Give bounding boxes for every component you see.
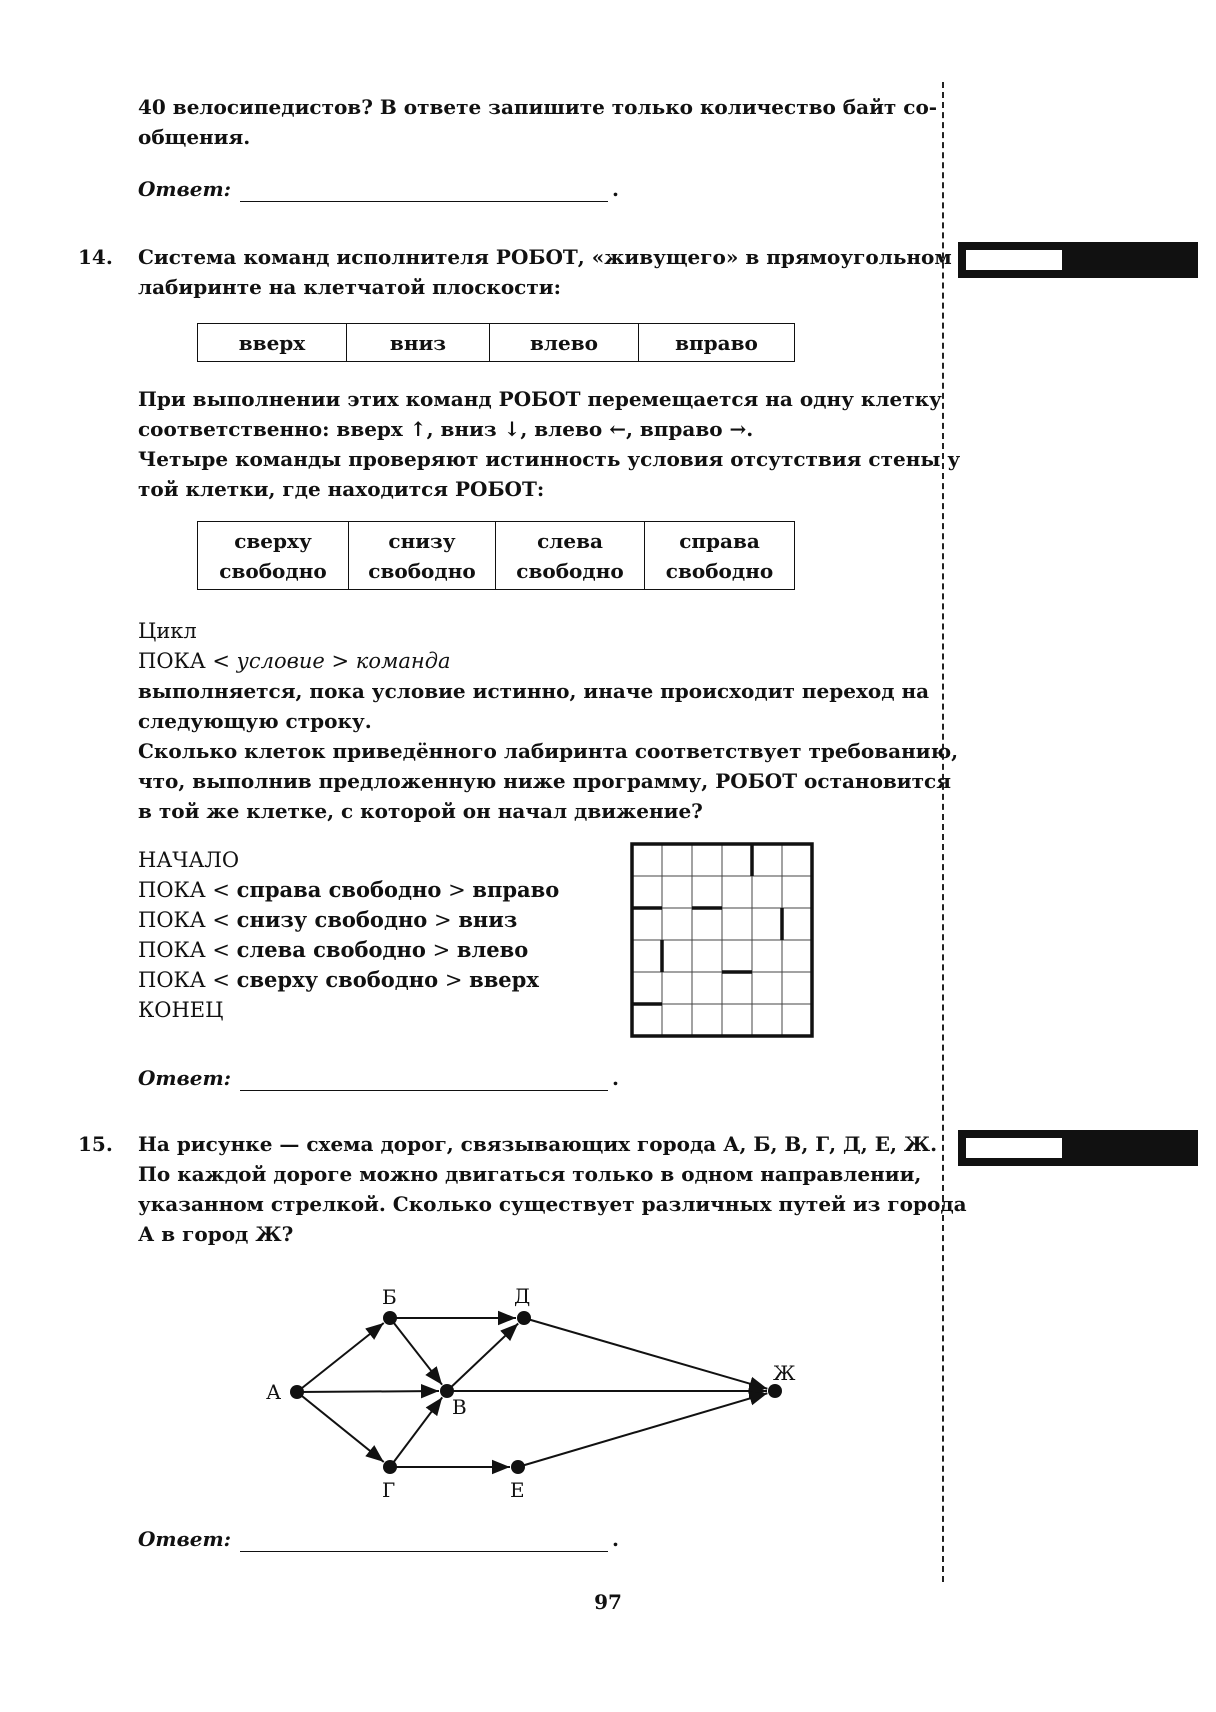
intro-line-1: 40 велосипедистов? В ответе запишите только количество байт со- <box>138 95 938 119</box>
program-line: ПОКА < слева свободно > влево <box>138 937 529 962</box>
road-edge <box>297 1323 384 1392</box>
condition-cell: сверху свободно <box>198 522 349 590</box>
task-15-text-1: На рисунке — схема дорог, связывающих города А, Б, В, Г, Д, Е, Ж. <box>138 1132 938 1156</box>
road-edge <box>297 1392 384 1462</box>
command-cell: вверх <box>198 324 347 362</box>
city-label: Б <box>382 1285 397 1309</box>
condition-cell: справа свободно <box>645 522 795 590</box>
task-14-text-5: Четыре команды проверяют истинность условия отсутствия стены у <box>138 447 961 471</box>
answer-end-15: . <box>612 1527 619 1551</box>
command-cell: вниз <box>347 324 490 362</box>
city-label: Г <box>382 1478 396 1502</box>
answer-label-15: Ответ: <box>138 1527 231 1551</box>
program-start: НАЧАЛО <box>138 848 240 872</box>
city-node <box>290 1385 304 1399</box>
cycle-word: Цикл <box>138 619 197 643</box>
program-end: КОНЕЦ <box>138 998 224 1022</box>
answer-end-13: . <box>612 177 619 201</box>
task-14-text-9: Сколько клеток приведённого лабиринта соответствует требованию, <box>138 739 959 763</box>
condition-cell: слева свободно <box>496 522 645 590</box>
city-node <box>517 1311 531 1325</box>
answer-end-14: . <box>612 1066 619 1090</box>
task-14-text-7: выполняется, пока условие истинно, иначе происходит переход на <box>138 679 930 703</box>
task-15-number: 15. <box>78 1132 113 1156</box>
task-15-text-3: указанном стрелкой. Сколько существует различных путей из города <box>138 1192 967 1216</box>
city-label: Е <box>510 1478 525 1502</box>
city-node <box>511 1460 525 1474</box>
program-line: ПОКА < снизу свободно > вниз <box>138 907 518 932</box>
answer-field-15[interactable] <box>240 1550 608 1552</box>
city-label: В <box>452 1395 467 1419</box>
program-line: ПОКА < справа свободно > вправо <box>138 877 560 902</box>
city-node <box>383 1311 397 1325</box>
intro-line-2: общения. <box>138 125 251 149</box>
city-node <box>383 1460 397 1474</box>
task-15-text-2: По каждой дороге можно двигаться только в одном направлении, <box>138 1162 922 1186</box>
answer-label-14: Ответ: <box>138 1066 231 1090</box>
command-cell: вправо <box>639 324 795 362</box>
road-edge <box>518 1393 767 1467</box>
condition-cell: снизу свободно <box>349 522 496 590</box>
task-14-text-10: что, выполнив предложенную ниже программу, РОБОТ остановится <box>138 769 951 793</box>
task-14-text-1: Система команд исполнителя РОБОТ, «живущего» в прямоугольном <box>138 245 952 269</box>
city-label: А <box>266 1380 282 1404</box>
task-14-text-8: следующую строку. <box>138 709 372 733</box>
task-14-text-6: той клетки, где находится РОБОТ: <box>138 477 545 501</box>
task-14-text-2: лабиринте на клетчатой плоскости: <box>138 275 561 299</box>
task-14-text-11: в той же клетке, с которой он начал движение? <box>138 799 703 823</box>
task-14-text-3: При выполнении этих команд РОБОТ перемещается на одну клетку <box>138 387 942 411</box>
city-label: Д <box>514 1284 531 1308</box>
task-14-number: 14. <box>78 245 113 269</box>
road-edge <box>524 1318 767 1389</box>
city-label: Ж <box>773 1361 796 1385</box>
cycle-syntax: ПОКА < условие > команда <box>138 649 451 673</box>
road-edge <box>390 1318 442 1385</box>
program-line: ПОКА < сверху свободно > вверх <box>138 967 539 992</box>
page-number: 97 <box>594 1590 622 1614</box>
answer-label-13: Ответ: <box>138 177 231 201</box>
road-edge <box>390 1397 442 1467</box>
road-edge <box>297 1391 439 1392</box>
city-node <box>768 1384 782 1398</box>
road-edge <box>447 1324 518 1391</box>
command-cell: влево <box>490 324 639 362</box>
task-14-text-4: соответственно: вверх ↑, вниз ↓, влево ←, вправо →. <box>138 417 754 441</box>
task-15-text-4: А в город Ж? <box>138 1222 294 1246</box>
